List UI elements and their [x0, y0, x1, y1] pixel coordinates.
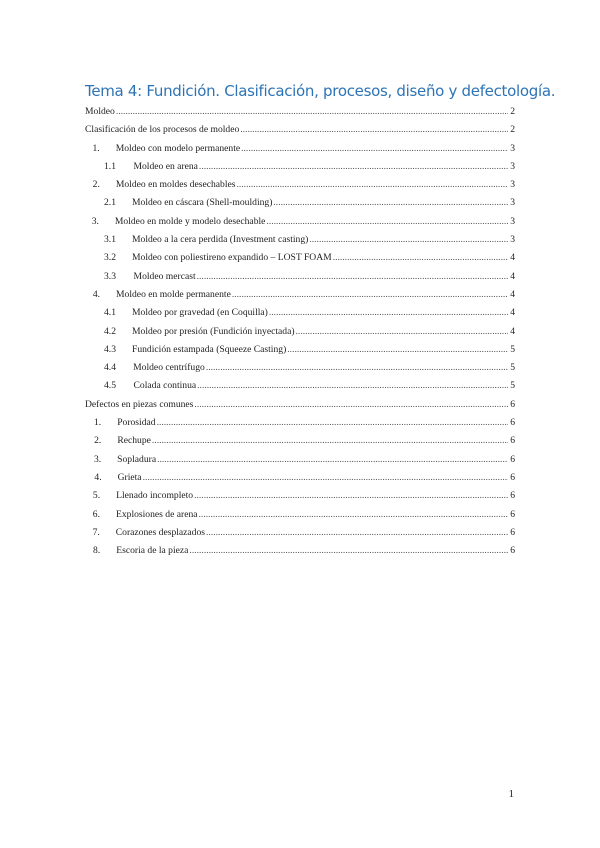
toc-entry-page: 5: [510, 362, 515, 374]
document-page: [85, 80, 556, 560]
toc-entry[interactable]: [85, 158, 515, 176]
toc-leader-dots: [273, 194, 508, 212]
toc-entry-number: 6.: [92, 508, 100, 520]
toc-entry-number: 4.: [94, 471, 102, 483]
toc-entry-label: Moldeo a la cera perdida (Investment casting): [132, 234, 309, 246]
toc-entry-number: 3.1: [104, 234, 116, 246]
toc-entry-page: 4: [510, 288, 515, 300]
toc-entry-label: Moldeo: [85, 106, 115, 117]
toc-entry-label: Clasificación de los procesos de moldeo: [85, 124, 240, 136]
toc-entry-label: Colada continua: [133, 380, 197, 392]
toc-leader-dots: [333, 249, 508, 267]
toc-entry-number: 3.3: [104, 270, 116, 282]
toc-entry-page: 3: [510, 197, 515, 209]
toc-entry-number: 8.: [93, 545, 101, 557]
toc-entry-label: Moldeo en molde permanente: [116, 288, 231, 300]
toc-leader-dots: [199, 506, 508, 524]
toc-entry-number: 4.2: [104, 325, 116, 337]
toc-entry-number: 4.5: [104, 380, 116, 392]
toc-entry-number: 2.: [94, 435, 102, 447]
toc-entry-page: 2: [510, 106, 515, 117]
toc-entry-number: 1.: [92, 142, 100, 154]
toc-entry[interactable]: [85, 286, 515, 304]
toc-entry-page: 5: [510, 343, 515, 355]
toc-entry[interactable]: [85, 140, 515, 158]
toc-leader-dots: [152, 432, 508, 450]
toc-entry[interactable]: [85, 268, 515, 286]
toc-entry-label: Moldeo por presión (Fundición inyectada): [132, 325, 295, 337]
toc-entry[interactable]: [85, 231, 515, 249]
toc-entry-label: Moldeo en arena: [133, 160, 198, 172]
toc-entry[interactable]: [85, 194, 515, 212]
toc-entry-number: 3.: [91, 215, 99, 227]
toc-entry[interactable]: [85, 542, 515, 560]
toc-entry-label: Corazones desplazados: [115, 526, 206, 538]
toc-entry[interactable]: [85, 487, 515, 505]
toc-entry-label: Rechupe: [117, 435, 151, 447]
toc-entry-label: Moldeo en molde y modelo desechable: [114, 215, 266, 227]
toc-entry-label: Llenado incompleto: [116, 490, 194, 502]
toc-entry[interactable]: [85, 249, 515, 267]
toc-leader-dots: [194, 487, 508, 505]
toc-entry-label: Escoria de la pieza: [116, 545, 189, 557]
toc-entry[interactable]: [85, 396, 515, 414]
toc-entry[interactable]: [85, 359, 515, 377]
toc-entry[interactable]: [85, 414, 515, 432]
toc-entry-page: 6: [510, 526, 515, 538]
toc-entry-page: 6: [510, 508, 515, 520]
toc-entry-number: 5.: [92, 490, 101, 502]
toc-entry-number: 2.1: [104, 197, 116, 209]
toc-entry-label: Moldeo en cáscara (Shell-moulding): [132, 197, 273, 209]
toc-leader-dots: [206, 524, 508, 542]
toc-entry-number: 3.2: [104, 252, 116, 264]
toc-entry[interactable]: [85, 103, 515, 121]
toc-entry-page: 3: [510, 215, 515, 227]
toc-entry-label: Moldeo por gravedad (en Coquilla): [132, 307, 268, 319]
toc-leader-dots: [157, 451, 508, 469]
toc-entry[interactable]: [85, 432, 515, 450]
toc-entry-label: Moldeo con modelo permanente: [115, 142, 241, 154]
toc-leader-dots: [236, 176, 508, 194]
toc-entry[interactable]: [85, 469, 515, 487]
toc-entry-number: 3.: [93, 453, 102, 465]
toc-entry-page: 3: [510, 142, 515, 154]
toc-entry-page: 5: [510, 380, 515, 392]
table-of-contents: [85, 103, 515, 560]
toc-leader-dots: [309, 231, 508, 249]
toc-leader-dots: [194, 396, 508, 414]
toc-leader-dots: [269, 304, 508, 322]
toc-entry-page: 6: [510, 398, 515, 410]
toc-entry-label: Moldeo mercast: [133, 270, 196, 282]
toc-entry[interactable]: [85, 304, 515, 322]
toc-entry[interactable]: [85, 323, 515, 341]
toc-entry-label: Defectos en piezas comunes: [85, 398, 194, 410]
toc-leader-dots: [206, 359, 508, 377]
toc-entry-page: 4: [510, 252, 515, 264]
toc-entry[interactable]: [85, 506, 515, 524]
toc-entry-page: 2: [510, 124, 515, 136]
toc-entry-label: Porosidad: [117, 417, 156, 429]
toc-entry-page: 6: [510, 471, 515, 483]
toc-entry-page: 4: [510, 307, 515, 319]
toc-entry-label: Moldeo con poliestireno expandido – LOST FOAM: [132, 252, 332, 264]
toc-entry-number: 2.: [92, 179, 100, 191]
toc-leader-dots: [199, 158, 508, 176]
toc-entry-label: Sopladura: [117, 453, 157, 465]
toc-leader-dots: [266, 213, 508, 231]
toc-entry-number: 4.4: [104, 362, 116, 374]
toc-leader-dots: [240, 121, 508, 139]
toc-leader-dots: [157, 414, 508, 432]
document-title: Tema 4: Fundición. Clasificación, procesos, diseño y defectología.: [85, 82, 556, 100]
toc-entry[interactable]: [85, 524, 515, 542]
toc-leader-dots: [116, 103, 508, 121]
toc-entry-label: Fundición estampada (Squeeze Casting): [132, 343, 287, 355]
toc-entry-label: Grieta: [117, 471, 142, 483]
toc-leader-dots: [189, 542, 508, 560]
toc-leader-dots: [143, 469, 508, 487]
toc-leader-dots: [197, 268, 508, 286]
toc-entry-number: 7.: [92, 526, 100, 538]
toc-entry[interactable]: [85, 213, 515, 231]
toc-leader-dots: [287, 341, 508, 359]
toc-entry-page: 3: [510, 179, 515, 191]
toc-leader-dots: [197, 377, 508, 395]
toc-entry-page: 6: [510, 490, 515, 502]
toc-entry[interactable]: [85, 451, 515, 469]
toc-entry-page: 3: [510, 160, 515, 172]
toc-entry-page: 4: [510, 270, 515, 282]
toc-entry-number: 4.: [92, 288, 101, 300]
toc-entry-page: 3: [510, 234, 515, 246]
toc-entry-label: Explosiones de arena: [115, 508, 198, 520]
toc-entry-label: Moldeo centrífugo: [133, 362, 205, 374]
toc-entry-page: 6: [510, 453, 515, 465]
toc-entry-number: 1.: [93, 417, 102, 429]
toc-entry-label: Moldeo en moldes desechables: [115, 179, 236, 191]
toc-entry-number: 4.3: [104, 343, 116, 355]
toc-entry[interactable]: [85, 121, 515, 139]
toc-leader-dots: [296, 323, 508, 341]
toc-entry[interactable]: [85, 176, 515, 194]
toc-entry[interactable]: [85, 377, 515, 395]
toc-entry[interactable]: [85, 341, 515, 359]
toc-entry-page: 6: [510, 435, 515, 447]
toc-entry-number: 4.1: [104, 307, 116, 319]
toc-entry-page: 4: [510, 325, 515, 337]
toc-leader-dots: [232, 286, 508, 304]
toc-leader-dots: [241, 140, 508, 158]
toc-entry-page: 6: [510, 545, 515, 557]
page-number: 1: [508, 788, 514, 800]
toc-entry-number: 1.1: [104, 160, 116, 172]
toc-entry-page: 6: [510, 417, 515, 429]
